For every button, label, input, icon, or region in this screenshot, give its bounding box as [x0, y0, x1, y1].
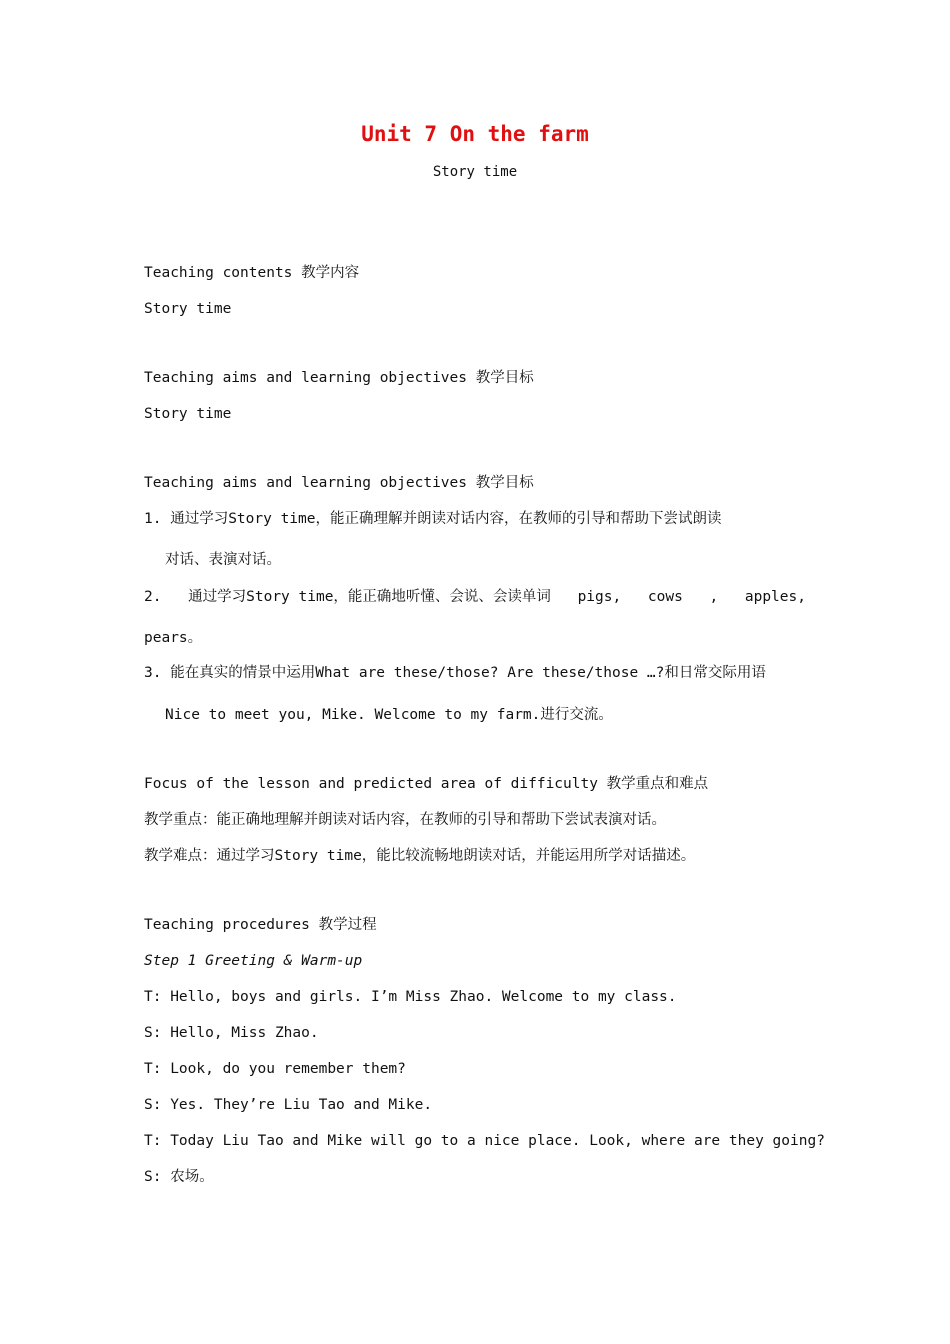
aim-2-part: apples,: [744, 589, 806, 605]
page-subtitle: Story time: [432, 164, 518, 180]
step-1-heading: Step 1 Greeting & Warm-up: [144, 953, 363, 969]
aim-2-part: ,: [709, 589, 719, 605]
aim-3-line-2: Nice to meet you, Mike. Welcome to my farm.进行交流。: [165, 707, 613, 723]
aims-heading-2: Teaching aims and learning objectives 教学目标: [144, 475, 534, 491]
focus-difficulty: 教学难点：通过学习Story time，能比较流畅地朗读对话，并能运用所学对话描述。: [144, 848, 696, 864]
aim-1-line-2: 对话、表演对话。: [165, 552, 281, 568]
aim-2-line-1: [144, 587, 806, 607]
aims-body-1: Story time: [144, 406, 232, 422]
aim-3-line-1: 3. 能在真实的情景中运用What are these/those? Are these/those …?和日常交际用语: [144, 665, 766, 681]
dialogue-line: S: Hello, Miss Zhao.: [144, 1025, 319, 1041]
aim-1-line-1: 1. 通过学习Story time，能正确理解并朗读对话内容，在教师的引导和帮助下尝试朗读: [144, 511, 722, 527]
procedures-heading: Teaching procedures 教学过程: [144, 917, 377, 933]
focus-key-point: 教学重点：能正确地理解并朗读对话内容，在教师的引导和帮助下尝试表演对话。: [144, 812, 666, 828]
dialogue-line: T: Look, do you remember them?: [144, 1061, 406, 1077]
aim-2-line-2: pears。: [144, 630, 203, 646]
dialogue-line: T: Hello, boys and girls. I’m Miss Zhao. Welcome to my class.: [144, 989, 677, 1005]
contents-heading: Teaching contents 教学内容: [144, 265, 360, 281]
aim-2-part: cows: [647, 589, 683, 605]
dialogue-line: S: 农场。: [144, 1169, 214, 1185]
contents-body: Story time: [144, 301, 232, 317]
page-title: Unit 7 On the farm: [361, 122, 589, 146]
aim-2-part: 通过学习Story time，能正确地听懂、会说、会读单词: [188, 589, 551, 605]
dialogue-line: S: Yes. They’re Liu Tao and Mike.: [144, 1097, 433, 1113]
dialogue-line: T: Today Liu Tao and Mike will go to a nice place. Look, where are they going?: [144, 1133, 825, 1149]
aims-heading-1: Teaching aims and learning objectives 教学目标: [144, 370, 534, 386]
focus-heading: Focus of the lesson and predicted area of difficulty 教学重点和难点: [144, 776, 709, 792]
aim-2-part: 2.: [144, 589, 162, 605]
aim-2-part: pigs,: [577, 589, 622, 605]
